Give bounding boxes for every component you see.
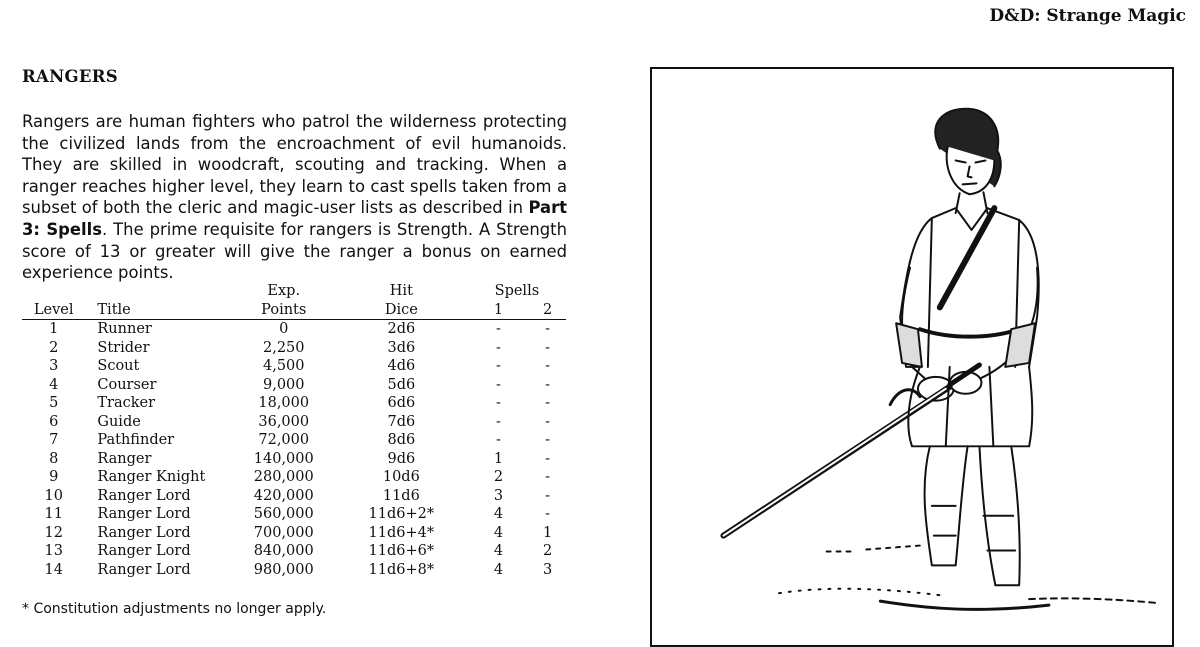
book-title: D&D: Strange Magic xyxy=(989,6,1186,26)
cell-hit-dice: 11d6+4* xyxy=(368,524,435,541)
table-row xyxy=(22,339,566,358)
cell-xp: 560,000 xyxy=(253,506,314,522)
cell-level: 13 xyxy=(44,543,63,559)
cell-level: 5 xyxy=(49,395,59,411)
cell-spells-1: - xyxy=(496,358,501,374)
cell-xp: 140,000 xyxy=(253,450,314,467)
table-row xyxy=(22,505,566,524)
table-row xyxy=(22,450,566,469)
cell-title: Ranger Knight xyxy=(97,469,206,485)
table-row xyxy=(22,487,566,506)
cell-spells-2: - xyxy=(545,321,551,337)
cell-level: 4 xyxy=(49,376,59,393)
cell-title: Ranger Lord xyxy=(97,543,191,559)
table-row xyxy=(22,376,566,395)
cell-hit-dice: 6d6 xyxy=(387,395,416,411)
table-row xyxy=(22,320,566,339)
cell-xp: 0 xyxy=(279,321,289,337)
cell-spells-2: - xyxy=(545,358,551,374)
cell-spells-1: 3 xyxy=(493,487,504,504)
cell-xp: 72,000 xyxy=(258,432,310,448)
cell-spells-1: - xyxy=(496,339,501,356)
header-hd-top: Hit xyxy=(389,283,413,299)
cell-xp: 420,000 xyxy=(253,487,314,504)
cell-level: 11 xyxy=(44,506,63,522)
cell-level: 10 xyxy=(44,487,63,504)
cell-hit-dice: 9d6 xyxy=(387,450,416,467)
cell-hit-dice: 11d6+8* xyxy=(368,561,435,578)
cell-title: Guide xyxy=(97,413,141,430)
cell-xp: 840,000 xyxy=(253,543,314,559)
intro-paragraph xyxy=(22,111,567,284)
cell-hit-dice: 10d6 xyxy=(382,469,420,485)
cell-hit-dice: 4d6 xyxy=(387,358,416,374)
cell-spells-1: - xyxy=(496,432,501,448)
cell-hit-dice: 3d6 xyxy=(387,339,416,356)
cell-level: 7 xyxy=(49,432,59,448)
cell-spells-2: - xyxy=(545,506,551,522)
header-spell-1: 1 xyxy=(468,301,529,320)
cell-title: Ranger Lord xyxy=(97,487,191,504)
cell-title: Tracker xyxy=(97,395,156,411)
cell-title: Ranger Lord xyxy=(97,506,191,522)
cell-spells-1: 4 xyxy=(493,524,504,541)
cell-hit-dice: 8d6 xyxy=(387,432,416,448)
cell-spells-1: 4 xyxy=(493,561,504,578)
cell-title: Courser xyxy=(97,376,157,393)
cell-spells-1: 2 xyxy=(493,469,504,485)
cell-spells-1: - xyxy=(496,413,501,430)
cell-level: 9 xyxy=(49,469,59,485)
table-row xyxy=(22,468,566,487)
cell-title: Ranger Lord xyxy=(97,524,191,541)
table-row xyxy=(22,561,566,580)
cell-spells-1: 1 xyxy=(493,450,504,467)
cell-spells-2: - xyxy=(545,395,551,411)
cell-xp: 4,500 xyxy=(262,358,305,374)
cell-title: Runner xyxy=(97,321,152,337)
cell-level: 14 xyxy=(44,561,63,578)
header-level: Level xyxy=(22,301,85,320)
cell-hit-dice: 11d6 xyxy=(382,487,420,504)
level-progression-table xyxy=(22,282,566,579)
cell-level: 3 xyxy=(49,358,59,374)
cell-xp: 280,000 xyxy=(253,469,314,485)
cell-title: Ranger xyxy=(97,450,152,467)
table-row xyxy=(22,542,566,561)
cell-xp: 18,000 xyxy=(258,395,310,411)
cell-title: Strider xyxy=(97,339,150,356)
table-row xyxy=(22,431,566,450)
cell-hit-dice: 11d6+2* xyxy=(368,506,435,522)
cell-level: 1 xyxy=(49,321,59,337)
cell-xp: 2,250 xyxy=(262,339,305,356)
table-row xyxy=(22,394,566,413)
cell-spells-2: - xyxy=(545,487,551,504)
ranger-illustration xyxy=(650,67,1174,647)
header-spells: Spells xyxy=(494,283,540,299)
cell-spells-2: - xyxy=(545,376,551,393)
cell-spells-2: 2 xyxy=(542,543,553,559)
cell-spells-1: - xyxy=(496,376,501,393)
intro-text-2: . The prime requisite for rangers is Strength. A Strength score of 13 or greater will give the ranger a bonus on earned experience points. xyxy=(22,219,567,283)
cell-xp: 700,000 xyxy=(253,524,314,541)
spells-reference: Part 3: Spells xyxy=(22,198,567,239)
header-spell-2: 2 xyxy=(529,301,566,320)
cell-title: Scout xyxy=(97,358,140,374)
ranger-figure-icon xyxy=(652,69,1172,645)
cell-spells-1: 4 xyxy=(493,543,504,559)
cell-xp: 9,000 xyxy=(262,376,305,393)
cell-spells-2: 3 xyxy=(542,561,553,578)
cell-spells-1: - xyxy=(496,321,501,337)
cell-hit-dice: 11d6+6* xyxy=(368,543,435,559)
cell-xp: 980,000 xyxy=(253,561,314,578)
cell-hit-dice: 5d6 xyxy=(387,376,416,393)
header-xp: Points xyxy=(233,301,335,320)
cell-spells-2: 1 xyxy=(542,524,553,541)
table-row xyxy=(22,524,566,543)
table-row xyxy=(22,413,566,432)
cell-hit-dice: 7d6 xyxy=(387,413,416,430)
cell-level: 6 xyxy=(49,413,59,430)
cell-hit-dice: 2d6 xyxy=(387,321,416,337)
footnote: * Constitution adjustments no longer apply. xyxy=(22,601,327,617)
cell-title: Ranger Lord xyxy=(97,561,191,578)
cell-spells-1: 4 xyxy=(493,506,504,522)
cell-title: Pathfinder xyxy=(97,432,175,448)
cell-spells-1: - xyxy=(496,395,501,411)
table-body xyxy=(22,320,566,580)
header-hd: Dice xyxy=(335,301,468,320)
header-title: Title xyxy=(85,301,232,320)
section-heading: RANGERS xyxy=(22,67,118,86)
cell-level: 12 xyxy=(44,524,63,541)
cell-spells-2: - xyxy=(545,413,551,430)
header-xp-top: Exp. xyxy=(267,283,301,299)
table-row xyxy=(22,357,566,376)
cell-spells-2: - xyxy=(545,432,551,448)
cell-level: 2 xyxy=(49,339,59,356)
cell-spells-2: - xyxy=(545,450,551,467)
cell-spells-2: - xyxy=(545,339,551,356)
cell-level: 8 xyxy=(49,450,59,467)
intro-text-1: Rangers are human fighters who patrol the wilderness protecting the civilized lands from the encroachment of evil humanoids. They are skilled in woodcraft, scouting and tracking. When a ranger reaches higher level, they learn to cast spells taken from a subset of both the cleric and magic-user lists as described in xyxy=(22,112,567,218)
cell-spells-2: - xyxy=(545,469,551,485)
cell-xp: 36,000 xyxy=(258,413,310,430)
